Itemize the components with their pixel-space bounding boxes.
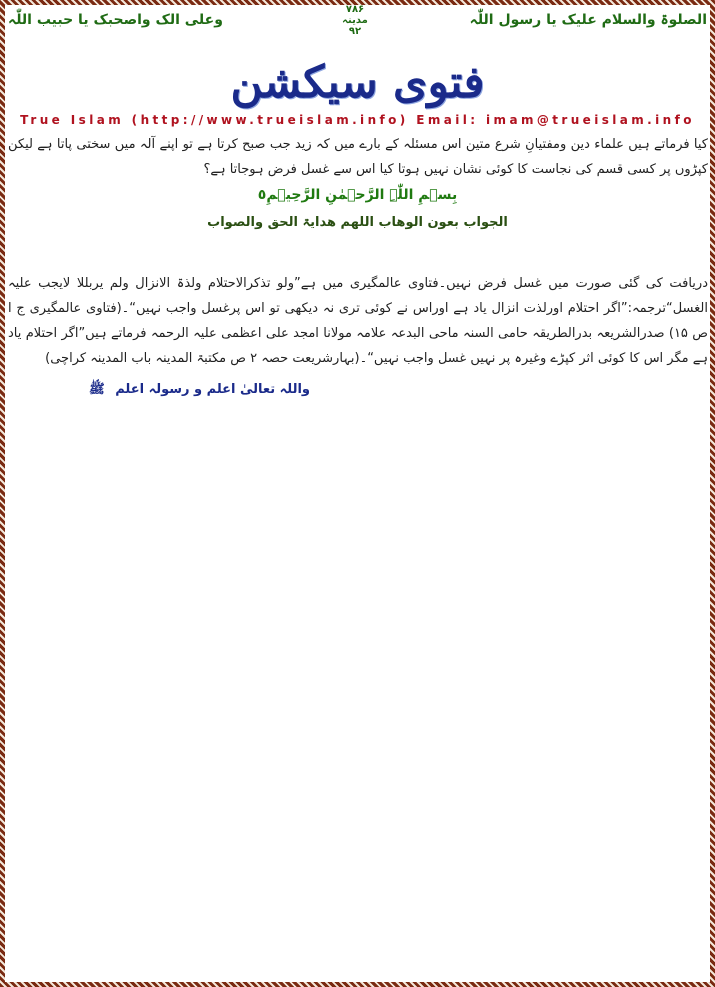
salutation-left: وعلی الک واصحبک یا حبیب اللّٰہ (8, 12, 223, 28)
closing-line (89, 381, 310, 400)
answer-text: دریافت کی گئی صورت میں غسل فرض نہیں۔فتاوی عالمگیری میں ہے”ولو تذکرالاحتلام ولذۃ الانزال ولم یربللا لایجب علیہ الغسل“ترجمہ:”اگر احتلام اورلذت انزال یاد ہے اوراس نے کوئی تری نہ دیکھی تو اس پرغسل واجب نہیں“۔(فتاوی عالمگیری ج ا ص ۱۵) صدرالشریعہ بدرالطریقہ حامی السنہ ماحی البدعہ علامہ مولانا امجد علی اعظمی علیہ الرحمہ فرماتے ہیں”اگر احتلام یاد ہے مگر اس کا کوئی اثر کپڑے وغیرہ پر نہیں غسل واجب نہیں“۔(بہارشریعت حصہ ۲ ص مکتبۃ المدینہ باب المدینہ کراچی) (8, 276, 708, 366)
madina-word: مدینہ (342, 15, 368, 26)
answer-heading: الجواب بعون الوھاب اللھم ھدایۃ الحق والصواب (207, 215, 508, 230)
contact-line: True Islam (http://www.trueislam.info) Email: imam@trueislam.info (20, 113, 695, 127)
madina-number-top: ۷۸۶ (345, 4, 365, 15)
bismillah-text: بِسۡمِ اللّٰہِ الرَّحۡمٰنِ الرَّحِیۡمِ٥ (257, 187, 458, 203)
salutation-symbol-icon: ﷺ (88, 382, 105, 397)
salutation-right: الصلوۃ والسلام علیک یا رسول اللّٰہ (469, 12, 707, 28)
madina-number-bottom: ۹۲ (348, 26, 362, 37)
question-text: کیا فرماتے ہیں علماء دین ومفتیانِ شرع متین اس مسئلہ کے بارے میں کہ زید جب صبح کرتا ہے تو اپنے آلہ میں سختی پاتا ہے لیکن کپڑوں پر کسی قسم کی نجاست کا کوئی نشان نہیں ہوتا کیا اس سے غسل فرض ہوجاتا ہے؟ (8, 137, 708, 177)
page-title: فتوی سیکشن (230, 57, 485, 108)
closing-text: واللہ تعالیٰ اعلم و رسولہ اعلم (115, 382, 310, 397)
madina-emblem (325, 4, 385, 37)
page-content (5, 5, 710, 982)
